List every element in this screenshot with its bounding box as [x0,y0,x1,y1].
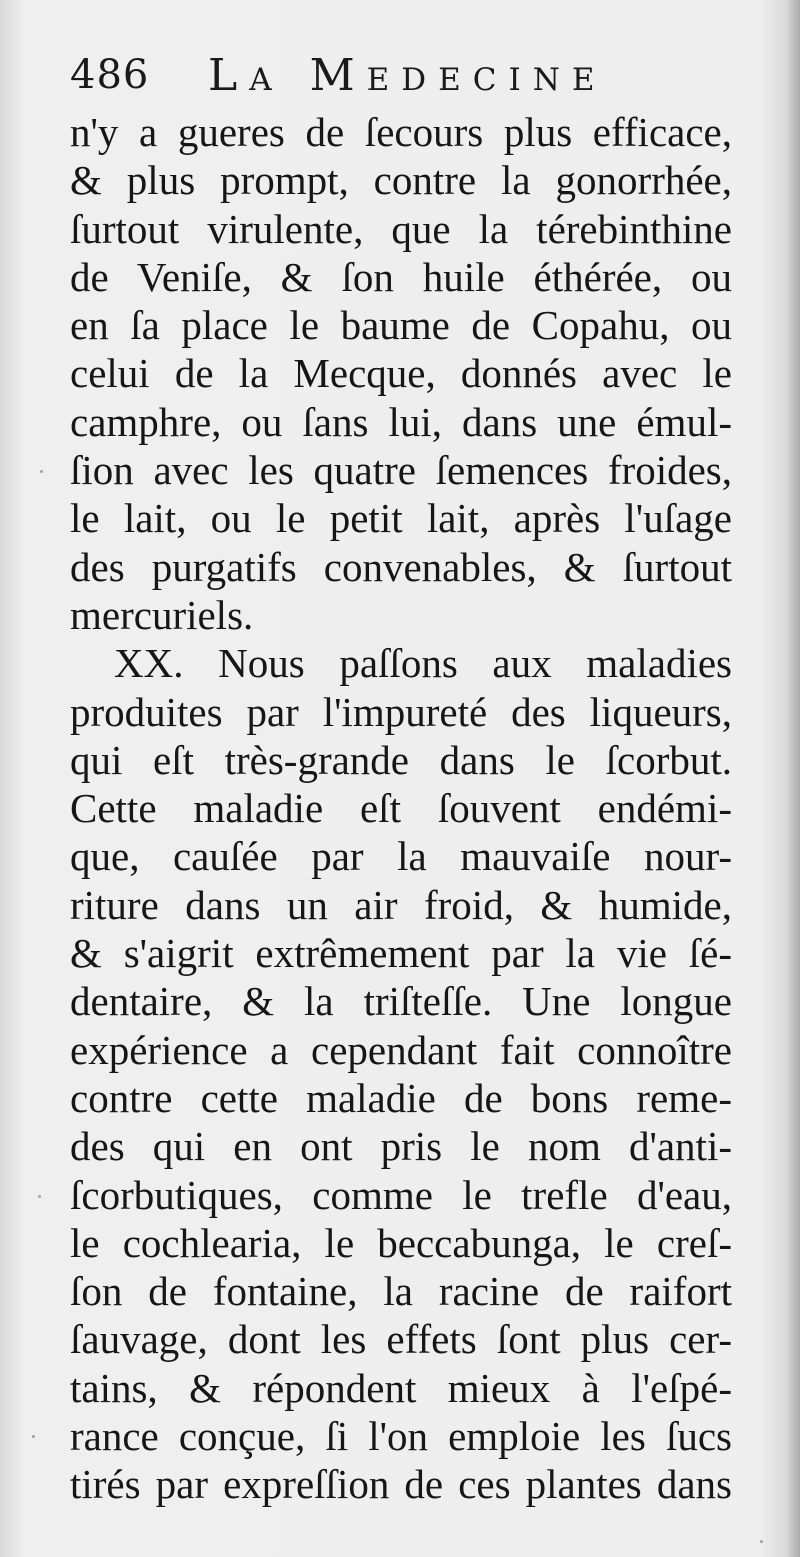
text-line: contre cette maladie de bons reme- [70,1074,732,1121]
text-line: ſauvage, dont les effets ſont plus cer- [70,1316,732,1363]
text-line: des qui en ont pris le nom d'anti- [70,1123,732,1170]
body-text [70,108,732,1509]
text-line: rance conçue, ſi l'on emploie les ſucs [70,1413,732,1460]
text-line: riture dans un air froid, & humide, [70,881,732,928]
text-line: le lait, ou le petit lait, après l'uſage [70,495,732,542]
text-line: ſcorbutiques, comme le trefle d'eau, [70,1171,732,1218]
text-line: de Veniſe, & ſon huile éthérée, ou [70,253,732,300]
text-line: Cette maladie eſt ſouvent endémi- [70,785,732,832]
paper-speck [760,1540,763,1543]
text-line: ſion avec les quatre ſemences froides, [70,447,732,494]
text-line: que, cauſée par la mauvaiſe nour- [70,833,732,880]
text-line: tirés par expreſſion de ces plantes dans [70,1461,732,1508]
page-number: 486 [70,52,150,98]
text-line: tains, & répondent mieux à l'eſpé- [70,1364,732,1411]
text-line: mercuriels. [70,591,254,638]
paper-speck [38,1195,41,1198]
text-line: n'y a gueres de ſecours plus efficace, [70,109,732,155]
text-line: le cochlearia, le beccabunga, le creſ- [70,1219,732,1266]
text-line: camphre, ou ſans lui, dans une émul- [70,398,732,445]
text-line: & plus prompt, contre la gonorrhée, [70,157,732,204]
paper-speck [32,1435,35,1438]
text-line: & s'aigrit extrêmement par la vie ſé- [70,930,732,977]
paragraph-start-line: XX. Nous paſſons aux maladies [114,640,732,687]
text-line: dentaire, & la triſteſſe. Une longue [70,978,732,1025]
text-line: en ſa place le baume de Copahu, ou [70,302,732,349]
text-line: qui eſt très-grande dans le ſcorbut. [70,736,732,783]
text-line: expérience a cependant fait connoître [70,1026,732,1073]
running-head [70,48,750,108]
running-title: La Medecine [208,50,607,101]
text-line: ſon de fontaine, la racine de raifort [70,1268,732,1315]
text-line: produites par l'impureté des liqueurs, [70,688,732,735]
paper-speck [40,470,43,473]
text-line: des purgatifs convenables, & ſurtout [70,543,732,590]
text-line: celui de la Mecque, donnés avec le [70,350,732,397]
text-line: ſurtout virulente, que la térebinthine [70,205,732,252]
